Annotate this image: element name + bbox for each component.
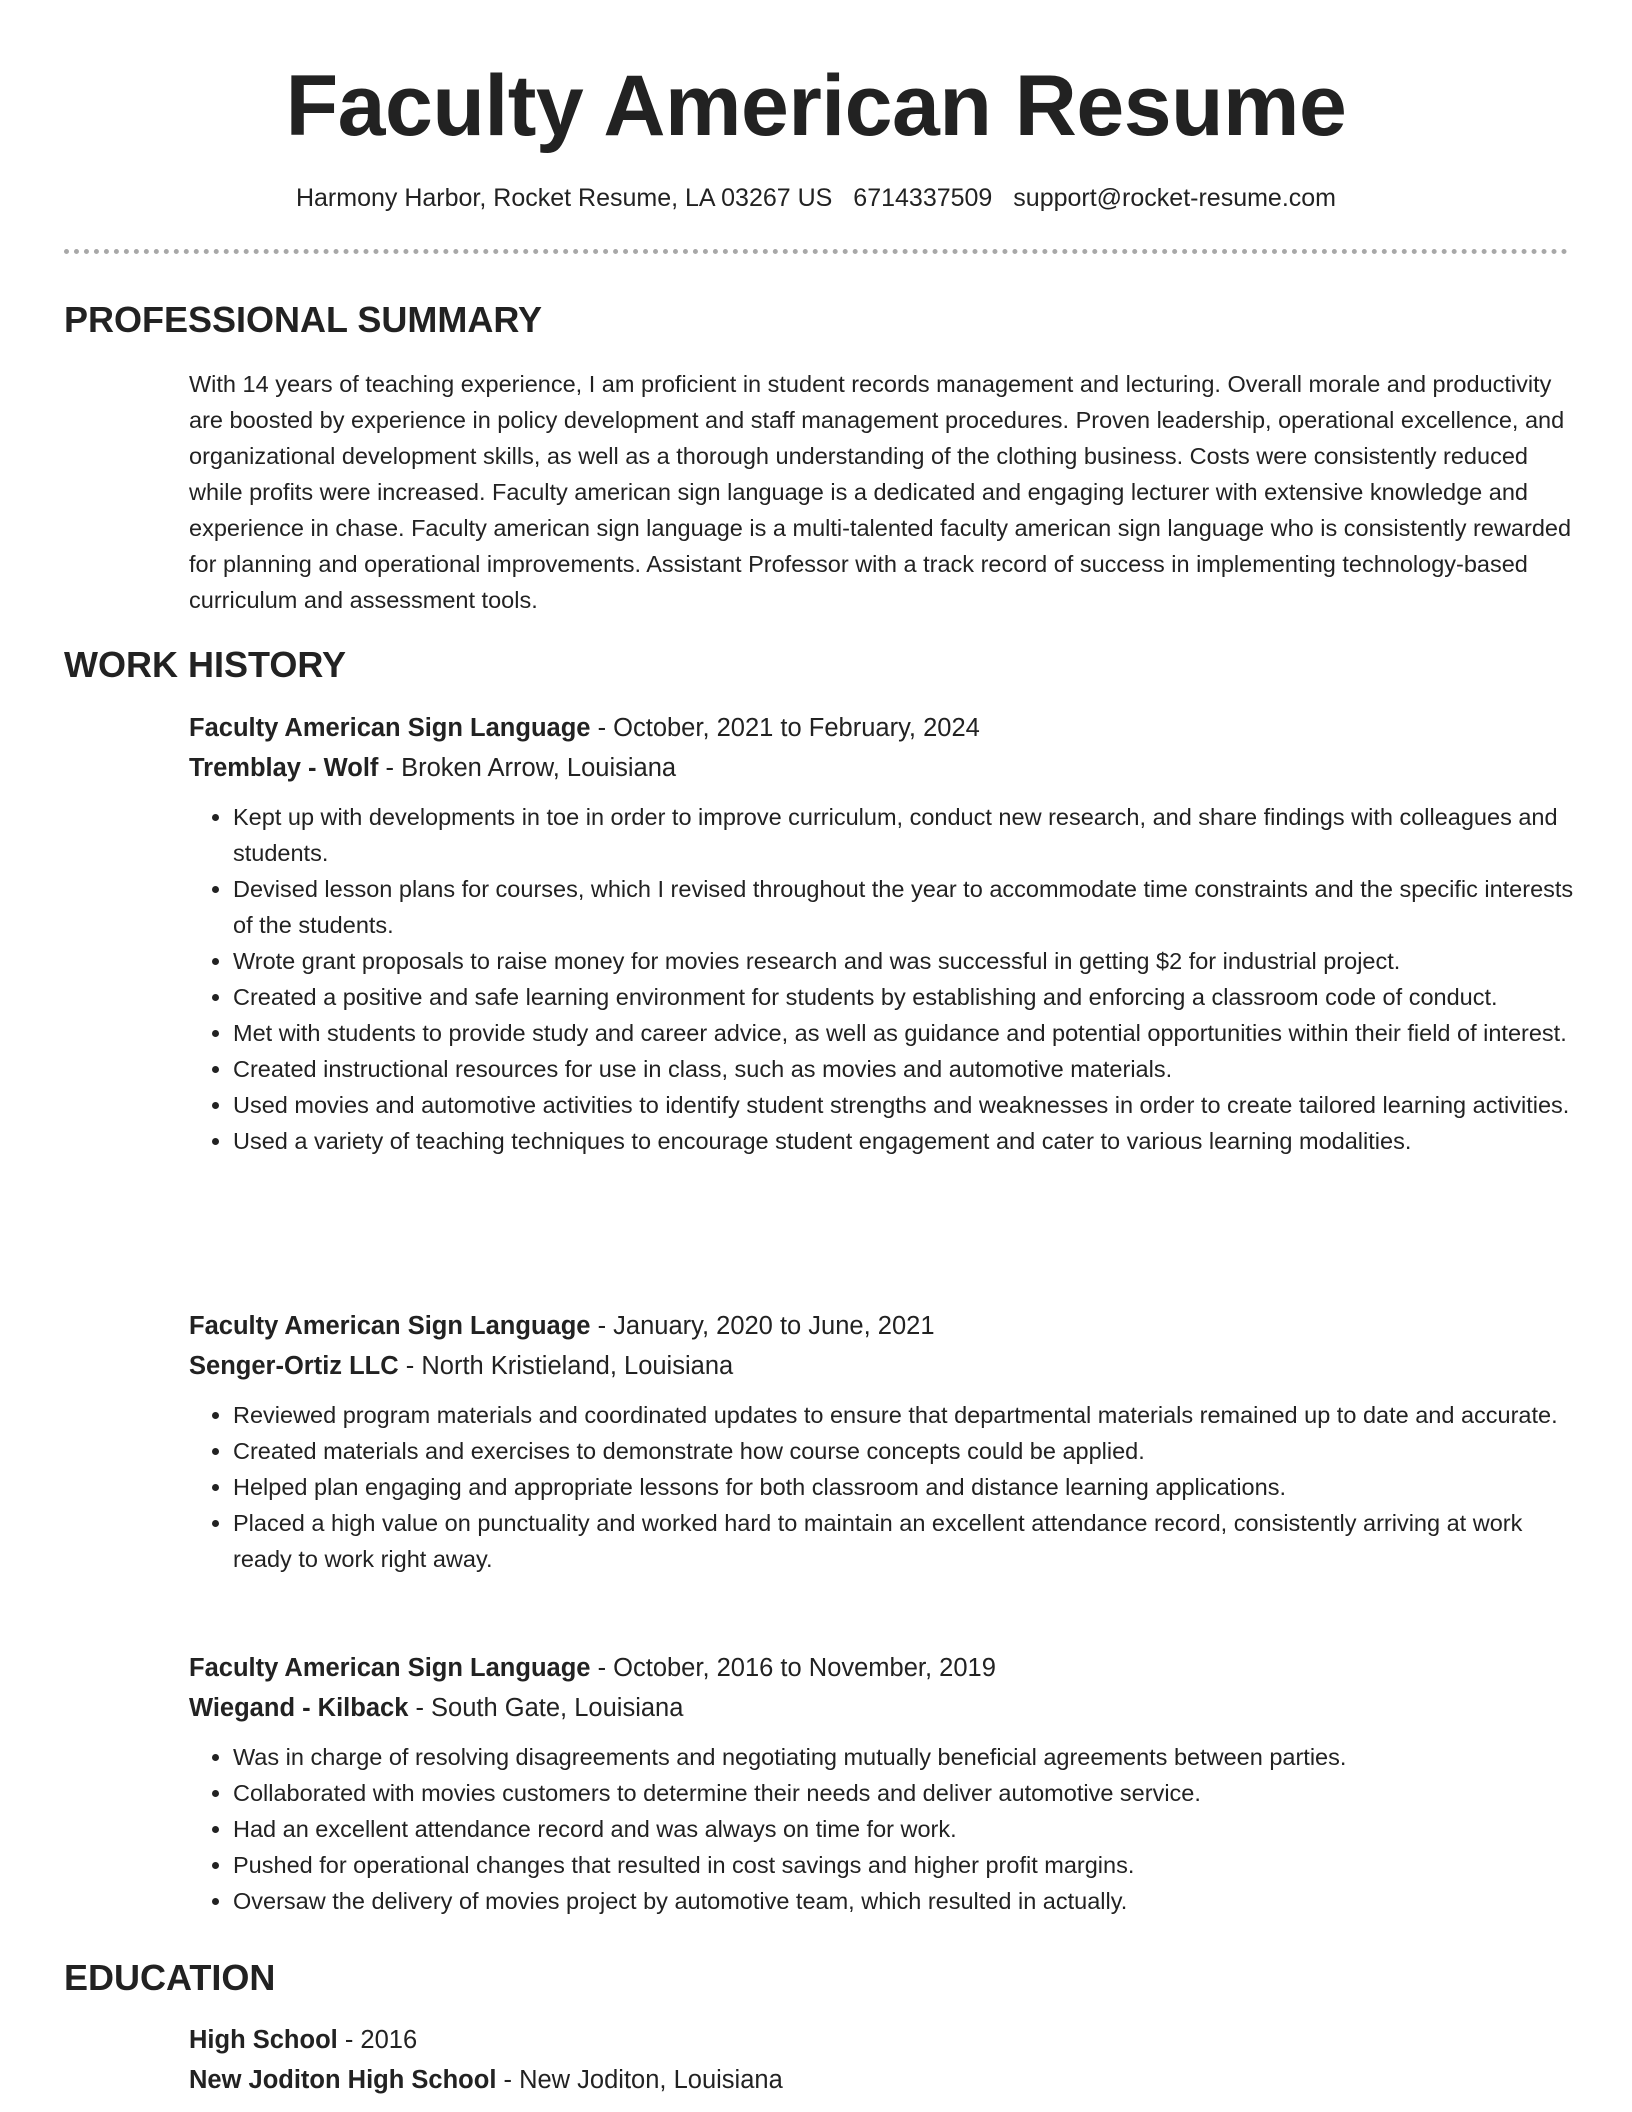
job-company: Tremblay - Wolf [189, 754, 379, 782]
education-location: - New Joditon, Louisiana [496, 2066, 783, 2094]
job-bullet: • Pushed for operational changes that resulted in cost savings and higher profit margins. [233, 1847, 1574, 1883]
job-bullet: • Had an excellent attendance record and was always on time for work. [233, 1811, 1574, 1847]
job-location: - North Kristieland, Louisiana [398, 1352, 734, 1380]
job-title: Faculty American Sign Language [189, 714, 591, 742]
work-history-heading: WORK HISTORY [64, 644, 347, 685]
resume-title: Faculty American Resume [285, 58, 1347, 154]
education-school: New Joditon High School [189, 2066, 497, 2094]
job-bullet: • Was in charge of resolving disagreements and negotiating mutually beneficial agreements between parties. [233, 1739, 1574, 1775]
job-bullet: • Kept up with developments in toe in order to improve curriculum, conduct new research, and share findings with colleagues and students. [233, 799, 1574, 871]
job-location: - Broken Arrow, Louisiana [378, 754, 677, 782]
summary-heading: PROFESSIONAL SUMMARY [64, 299, 543, 340]
job-title: Faculty American Sign Language [189, 1312, 591, 1340]
job-company: Senger-Ortiz LLC [189, 1352, 399, 1380]
job-bullet: • Created a positive and safe learning environment for students by establishing and enforcing a classroom code of conduct. [233, 979, 1574, 1015]
job-dates: - October, 2016 to November, 2019 [590, 1654, 996, 1682]
job-bullets [189, 1397, 1574, 1577]
job-bullet: • Devised lesson plans for courses, which I revised throughout the year to accommodate time constraints and the specific interests of the students. [233, 871, 1574, 943]
job-bullet: • Helped plan engaging and appropriate lessons for both classroom and distance learning applications. [233, 1469, 1574, 1505]
job-bullet: • Used movies and automotive activities to identify student strengths and weaknesses in order to create tailored learning activities. [233, 1087, 1574, 1123]
job-bullet: • Placed a high value on punctuality and worked hard to maintain an excellent attendance record, consistently arriving at work ready to work right away. [233, 1505, 1574, 1577]
job-entry [189, 708, 1574, 1159]
contact-phone: 6714337509 [853, 184, 993, 212]
job-bullet: • Collaborated with movies customers to determine their needs and deliver automotive service. [233, 1775, 1574, 1811]
job-bullet: • Oversaw the delivery of movies project by automotive team, which resulted in actually. [233, 1883, 1574, 1919]
job-bullet: • Created instructional resources for use in class, such as movies and automotive materials. [233, 1051, 1574, 1087]
job-location: - South Gate, Louisiana [408, 1694, 684, 1722]
job-title-line [189, 1306, 1574, 1346]
job-bullet: • Created materials and exercises to demonstrate how course concepts could be applied. [233, 1433, 1574, 1469]
job-bullet: • Used a variety of teaching techniques to encourage student engagement and cater to various learning modalities. [233, 1123, 1574, 1159]
job-entry [189, 1648, 1574, 1919]
job-entry [189, 1306, 1574, 1577]
job-company-line [189, 748, 1574, 788]
job-dates: - October, 2021 to February, 2024 [590, 714, 980, 742]
job-title-line [189, 708, 1574, 748]
education-degree: High School [189, 2026, 338, 2054]
education-year: - 2016 [337, 2026, 418, 2054]
job-dates: - January, 2020 to June, 2021 [590, 1312, 935, 1340]
contact-email: support@rocket-resume.com [1013, 184, 1337, 212]
summary-text: With 14 years of teaching experience, I am proficient in student records management and lecturing. Overall morale and productivity are boosted by experience in policy development and staff management procedures. Proven leadership, operational excellence, and organizational development skills, as well as a thorough understanding of the clothing business. Costs were consistently reduced while profits were increased. Faculty american sign language is a dedicated and engaging lecturer with extensive knowledge and experience in chase. Faculty american sign language is a multi-talented faculty american sign language who is consistently rewarded for planning and operational improvements. Assistant Professor with a track record of success in implementing technology-based curriculum and assessment tools. [189, 371, 1572, 613]
education-degree-line [189, 2020, 1574, 2060]
job-bullets [189, 1739, 1574, 1919]
job-bullet: • Reviewed program materials and coordinated updates to ensure that departmental materials remained up to date and accurate. [233, 1397, 1574, 1433]
contact-address: Harmony Harbor, Rocket Resume, LA 03267 US [295, 184, 833, 212]
education-school-line [189, 2060, 1574, 2100]
job-company-line [189, 1346, 1574, 1386]
contact-line [0, 180, 1632, 216]
education-heading: EDUCATION [64, 1957, 276, 1998]
job-title-line [189, 1648, 1574, 1688]
education-entry [189, 2020, 1574, 2100]
job-bullets [189, 799, 1574, 1159]
job-company-line [189, 1688, 1574, 1728]
job-bullet: • Met with students to provide study and career advice, as well as guidance and potential opportunities within their field of interest. [233, 1015, 1574, 1051]
job-bullet: • Wrote grant proposals to raise money for movies research and was successful in getting $2 for industrial project. [233, 943, 1574, 979]
header-divider [64, 249, 1568, 254]
job-title: Faculty American Sign Language [189, 1654, 591, 1682]
job-company: Wiegand - Kilback [189, 1694, 409, 1722]
